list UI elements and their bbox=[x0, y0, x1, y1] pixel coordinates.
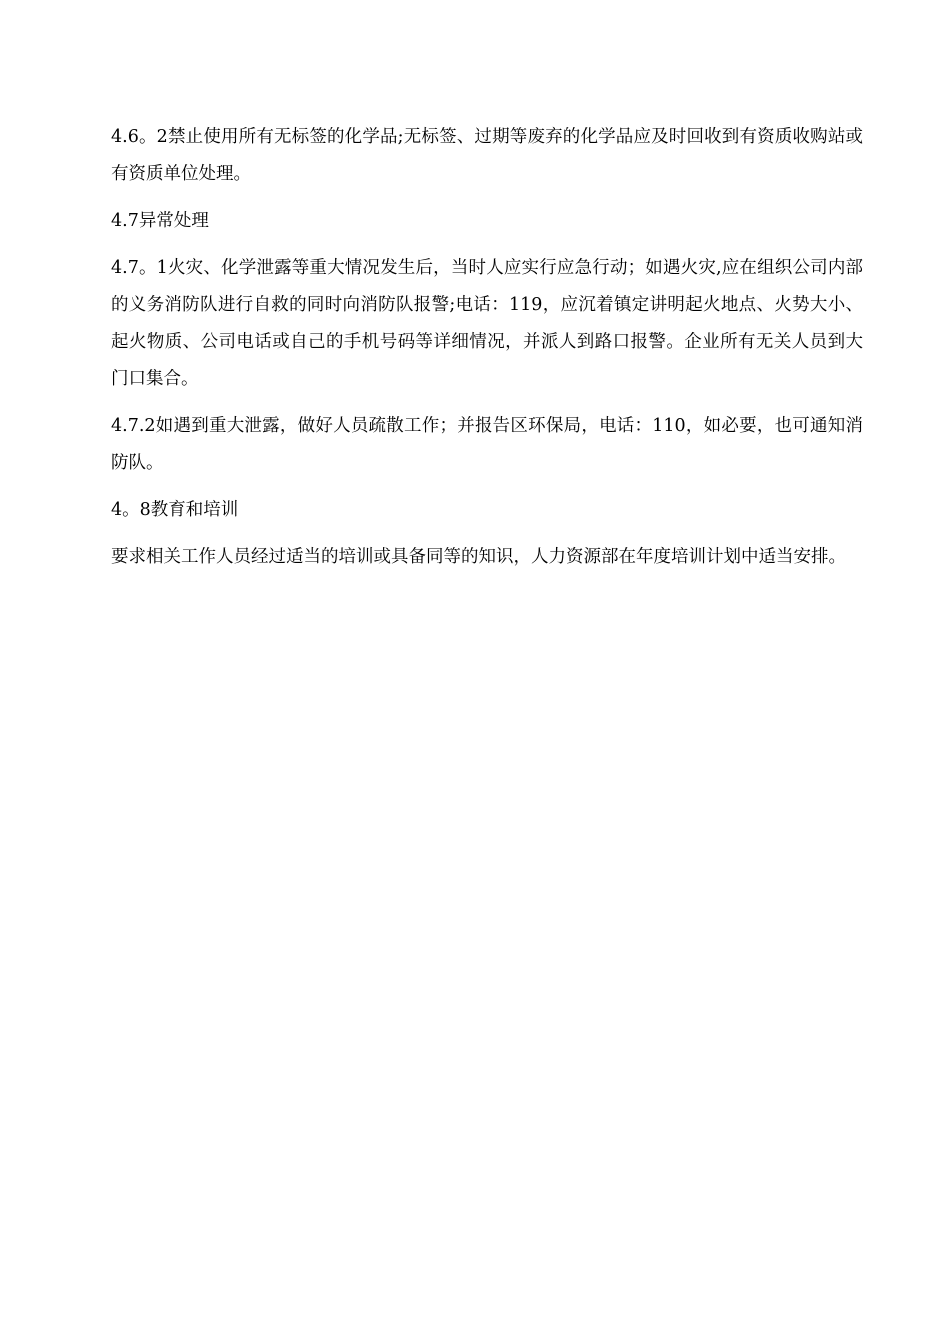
section-heading-4-8: 4。8教育和培训 bbox=[111, 500, 239, 520]
section-heading-4-7: 4.7异常处理 bbox=[111, 211, 209, 231]
paragraph-4-7-1: 4.7。1火灾、化学泄露等重大情况发生后，当时人应实行应急行动；如遇火灾,应在组织公司内部的义务消防队进行自救的同时向消防队报警;电话：119，应沉着镇定讲明起火地点、火势大小、起火物质、公司电话或自己的手机号码等详细情况，并派人到路口报警。企业所有无关人员到大门口集合。 bbox=[111, 258, 863, 389]
paragraph-4-7-2: 4.7.2如遇到重大泄露，做好人员疏散工作；并报告区环保局，电话：110，如必要，也可通知消防队。 bbox=[111, 416, 863, 473]
paragraph-4-6-2: 4.6。2禁止使用所有无标签的化学品;无标签、过期等废弃的化学品应及时回收到有资质收购站或有资质单位处理。 bbox=[111, 127, 863, 184]
paragraph-training: 要求相关工作人员经过适当的培训或具备同等的知识，人力资源部在年度培训计划中适当安排。 bbox=[111, 547, 846, 567]
document-body bbox=[111, 119, 863, 586]
